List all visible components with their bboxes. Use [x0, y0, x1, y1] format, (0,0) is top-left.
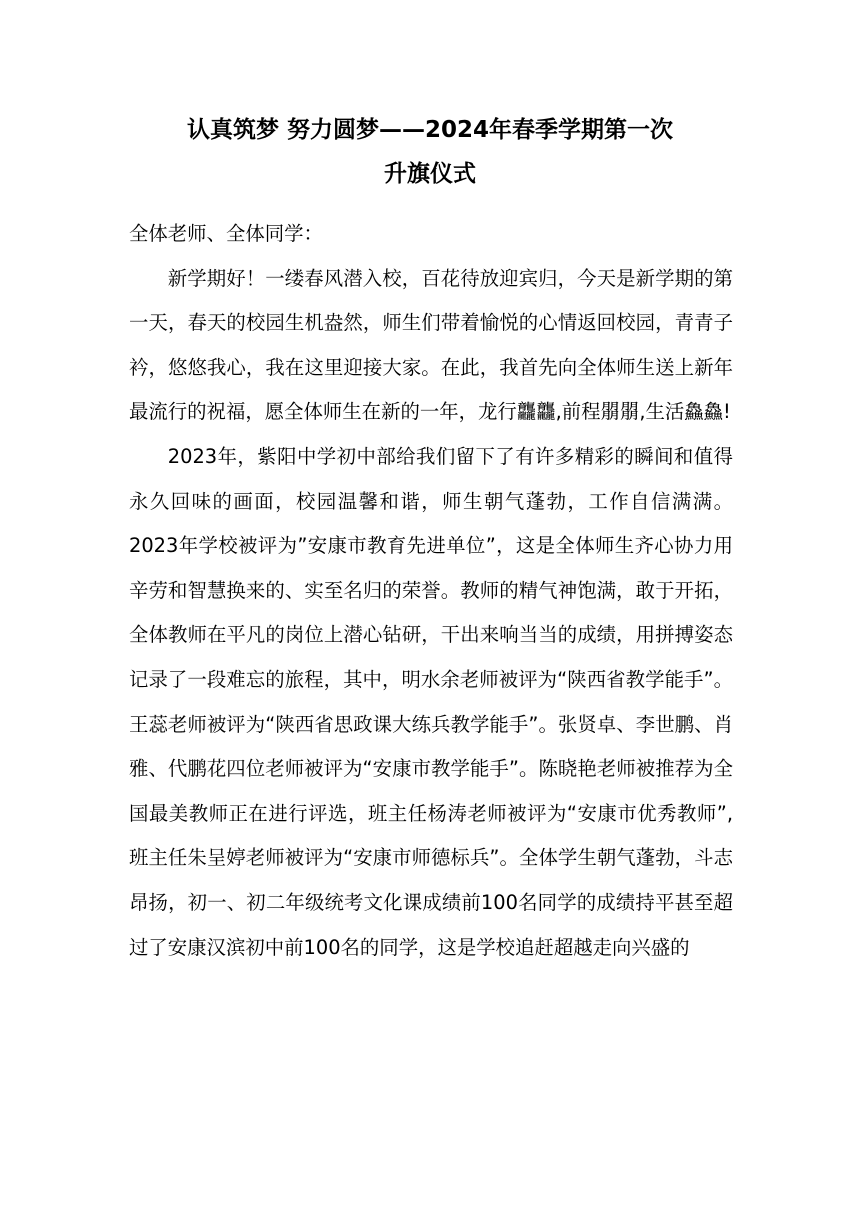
document-title-line-1: 认真筑梦 努力圆梦——2024年春季学期第一次 [186, 117, 674, 143]
paragraph-greeting: 新学期好！一缕春风潜入校，百花待放迎宾归，今天是新学期的第一天，春天的校园生机盎然，师生们带着愉悦的心情返回校园，青青子衿，悠悠我心，我在这里迎接大家。在此，我首先向全体师生送上新年最流行的祝福，愿全体师生在新的一年，龙行龘龘,前程朤朤,生活鱻鱻! [129, 266, 733, 424]
paragraph-achievements: 2023年，紫阳中学初中部给我们留下了有许多精彩的瞬间和值得永久回味的画面，校园温馨和谐，师生朝气蓬勃，工作自信满满。2023年学校被评为”安康市教育先进单位”，这是全体师生齐心协力用辛劳和智慧换来的、实至名归的荣誉。教师的精气神饱满，敢于开拓，全体教师在平凡的岗位上潜心钻研，干出来响当当的成绩，用拼搏姿态记录了一段难忘的旅程，其中，明水余老师被评为“陕西省教学能手”。王蕊老师被评为“陕西省思政课大练兵教学能手”。张贤卓、李世鹏、肖雅、代鹏花四位老师被评为“安康市教学能手”。陈晓艳老师被推荐为全国最美教师正在进行评选，班主任杨涛老师被评为“安康市优秀教师”,班主任朱呈婷老师被评为“安康市师德标兵”。全体学生朝气蓬勃，斗志昂扬，初一、初二年级统考文化课成绩前100名同学的成绩持平甚至超过了安康汉滨初中前100名的同学，这是学校追赶超越走向兴盛的 [129, 444, 733, 959]
document-title-line-2: 升旗仪式 [384, 161, 476, 187]
document-body [129, 212, 733, 970]
salutation: 全体老师、全体同学： [129, 222, 323, 245]
